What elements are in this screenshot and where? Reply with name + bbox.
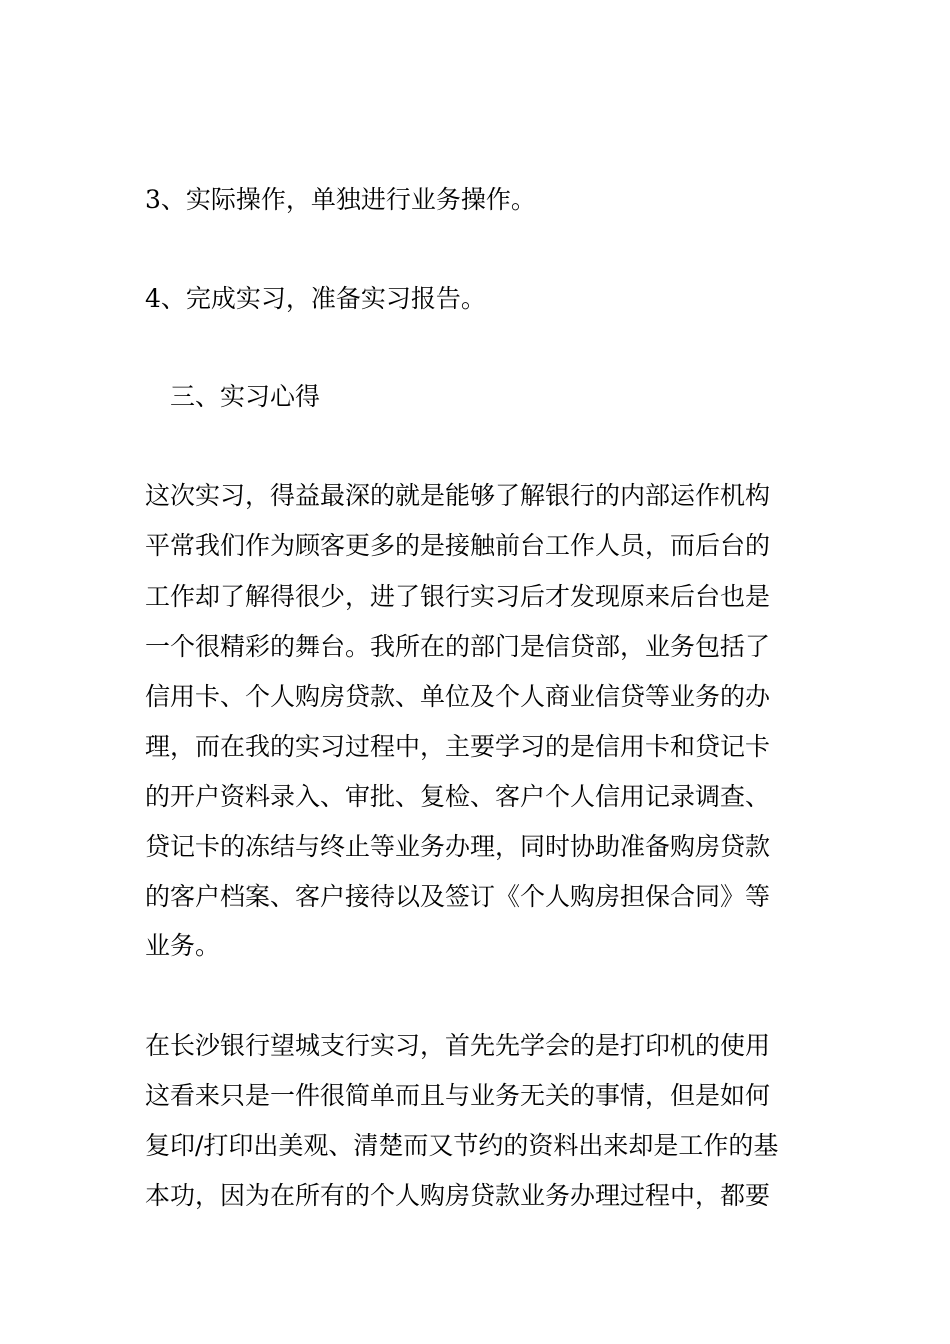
step-3-text: 3、实际操作，单独进行业务操作。 [145,185,536,214]
paragraph2-line: 在长沙银行望城支行实习，首先先学会的是打印机的使用 [145,1031,771,1060]
paragraph1-line: 平常我们作为顾客更多的是接触前台工作人员，而后台的 [145,531,771,560]
paragraph2-line: 复印/打印出美观、清楚而又节约的资料出来却是工作的基 [145,1131,779,1160]
paragraph2-line: 这看来只是一件很简单而且与业务无关的事情，但是如何 [145,1081,771,1110]
paragraph1-line: 的开户资料录入、审批、复检、客户个人信用记录调查、 [145,782,771,811]
paragraph1-line: 信用卡、个人购房贷款、单位及个人商业信贷等业务的办 [145,682,771,711]
paragraph1-line: 贷记卡的冻结与终止等业务办理，同时协助准备购房贷款 [145,832,771,861]
paragraph1-line: 这次实习，得益最深的就是能够了解银行的内部运作机构 [145,481,771,510]
paragraph1-line: 一个很精彩的舞台。我所在的部门是信贷部，业务包括了 [145,632,771,661]
paragraph1-line: 理，而在我的实习过程中，主要学习的是信用卡和贷记卡 [145,732,771,761]
paragraph2-line: 本功，因为在所有的个人购房贷款业务办理过程中，都要 [145,1181,771,1210]
paragraph1-line: 工作却了解得很少，进了银行实习后才发现原来后台也是 [145,582,771,611]
paragraph1-line: 业务。 [145,931,221,960]
paragraph1-line: 的客户档案、客户接待以及签订《个人购房担保合同》等 [145,882,771,911]
step-4-text: 4、完成实习，准备实习报告。 [145,284,486,313]
section-heading: 三、实习心得 [170,382,321,411]
